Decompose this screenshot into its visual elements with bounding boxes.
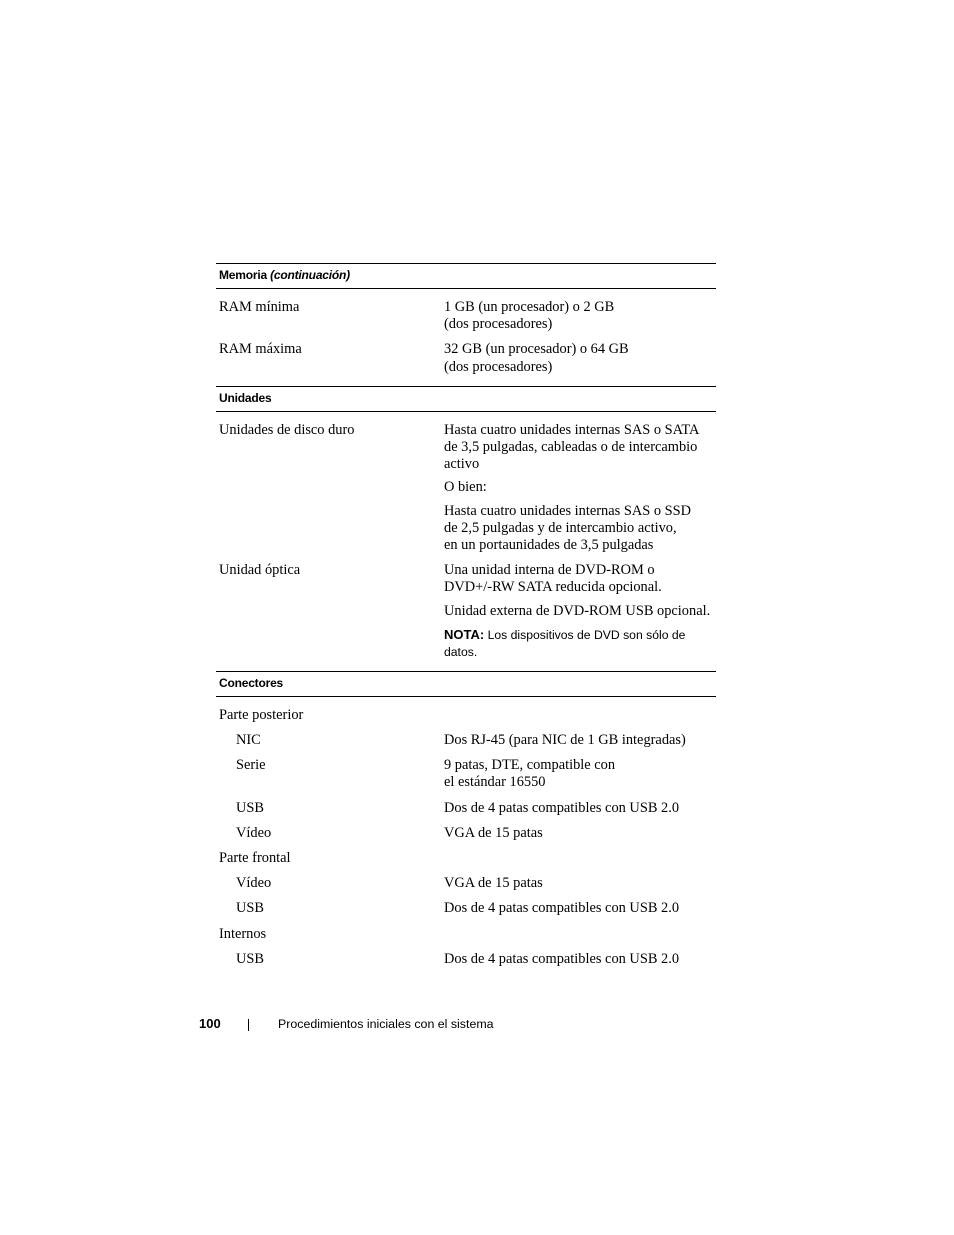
spec-label: Serie (236, 757, 266, 774)
section-body-conectores (216, 697, 716, 978)
section-body-unidades (216, 412, 716, 671)
section-title: Memoria (219, 268, 267, 282)
value-line: 32 GB (un procesador) o 64 GB (444, 341, 629, 358)
value-line: Unidad externa de DVD-ROM USB opcional. (444, 602, 711, 619)
value-line: el estándar 16550 (444, 774, 546, 791)
value-line: (dos procesadores) (444, 358, 553, 375)
spec-value (444, 554, 716, 661)
spec-row-i-usb (216, 943, 716, 968)
value-line: en un portaunidades de 3,5 pulgadas (444, 537, 654, 554)
spec-value (444, 333, 716, 375)
spec-row-usb (216, 792, 716, 817)
value-line: 9 patas, DTE, compatible con (444, 757, 616, 774)
spec-row-serie (216, 749, 716, 791)
section-title: Unidades (219, 390, 272, 405)
spec-label: RAM mínima (219, 299, 300, 315)
spec-row-internos (216, 918, 716, 943)
spec-label: Vídeo (236, 824, 272, 841)
page-number: 100 (199, 1016, 221, 1031)
spec-table (216, 263, 716, 978)
spec-label: USB (236, 900, 264, 917)
continuation-label: (continuación) (270, 268, 350, 282)
value-line: Una unidad interna de DVD-ROM o (444, 562, 655, 579)
spec-row-f-usb (216, 892, 716, 917)
section-body-memoria (216, 289, 716, 386)
spec-value: Dos RJ-45 (para NIC de 1 GB integradas) (444, 732, 686, 749)
spec-row-video (216, 817, 716, 842)
note-label: NOTA: (444, 626, 485, 642)
section-header-memoria (216, 263, 716, 289)
value-line: (dos procesadores) (444, 316, 553, 333)
spec-row-nic (216, 724, 716, 749)
spec-label: NIC (236, 732, 261, 749)
value-line: DVD+/-RW SATA reducida opcional. (444, 579, 662, 596)
spec-row-ram-max (216, 333, 716, 375)
spec-label: Unidad óptica (219, 562, 301, 579)
spec-label: Vídeo (236, 875, 272, 892)
spec-row-ram-min (216, 291, 716, 333)
spec-row-frontal (216, 842, 716, 867)
spec-value: VGA de 15 patas (444, 875, 543, 892)
spec-value (444, 291, 716, 333)
spec-label: Unidades de disco duro (219, 421, 355, 438)
footer-title: Procedimientos iniciales con el sistema (278, 1017, 494, 1031)
spec-value: Dos de 4 patas compatibles con USB 2.0 (444, 799, 680, 816)
spec-label: USB (236, 799, 264, 816)
group-label: Parte posterior (219, 706, 304, 723)
group-label: Parte frontal (219, 850, 291, 867)
section-header-conectores (216, 671, 716, 697)
value-line: O bien: (444, 479, 487, 496)
spec-row-hdd (216, 414, 716, 554)
footer-divider (248, 1019, 249, 1031)
spec-value: VGA de 15 patas (444, 824, 543, 841)
section-header-unidades (216, 386, 716, 412)
page-footer (0, 1015, 954, 1035)
spec-row-f-video (216, 867, 716, 892)
note-text: datos. (444, 644, 478, 659)
spec-row-optica (216, 554, 716, 661)
spec-value: Dos de 4 patas compatibles con USB 2.0 (444, 900, 680, 917)
spec-value: Dos de 4 patas compatibles con USB 2.0 (444, 950, 680, 967)
note-text: Los dispositivos de DVD son sólo de (487, 627, 686, 642)
spec-row-posterior (216, 699, 716, 724)
value-line: de 3,5 pulgadas, cableadas o de intercambio (444, 439, 698, 456)
note (444, 620, 716, 661)
value-line: activo (444, 456, 480, 473)
spec-value (444, 749, 716, 791)
value-line: 1 GB (un procesador) o 2 GB (444, 299, 615, 315)
value-line: de 2,5 pulgadas y de intercambio activo, (444, 519, 677, 536)
group-label: Internos (219, 925, 267, 942)
spec-label: RAM máxima (219, 341, 302, 358)
value-line: Hasta cuatro unidades internas SAS o SSD (444, 502, 692, 519)
spec-value (444, 414, 716, 554)
spec-label: USB (236, 950, 264, 967)
section-title: Conectores (219, 675, 284, 690)
value-line: Hasta cuatro unidades internas SAS o SATA (444, 421, 700, 438)
